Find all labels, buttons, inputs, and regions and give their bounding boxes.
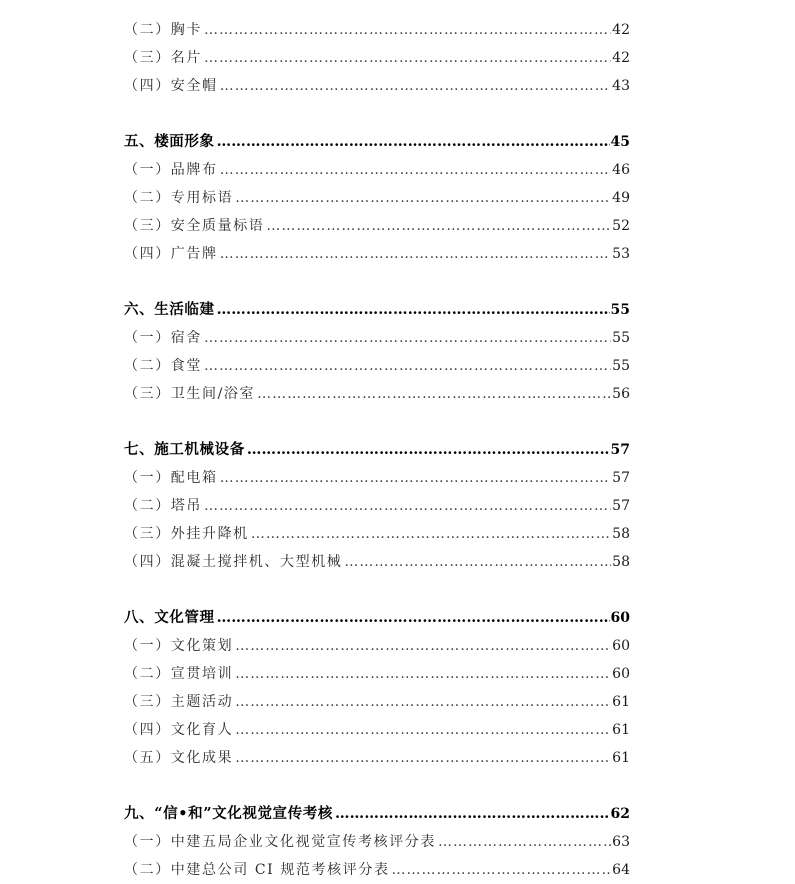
dot-leader xyxy=(235,184,611,212)
table-of-contents xyxy=(124,16,630,884)
toc-page-number: 58 xyxy=(612,526,630,542)
toc-entry-label: 五、楼面形象 xyxy=(124,133,215,150)
dot-leader xyxy=(344,548,611,576)
toc-entry-label: 六、生活临建 xyxy=(124,301,215,318)
toc-subentry[interactable] xyxy=(124,72,630,100)
toc-entry-label: （三）安全质量标语 xyxy=(124,218,265,234)
toc-page-number: 55 xyxy=(610,302,630,318)
dot-leader xyxy=(217,296,610,324)
dot-leader xyxy=(204,324,611,352)
toc-page-number: 42 xyxy=(612,50,630,66)
dot-leader xyxy=(247,436,610,464)
toc-subentry[interactable] xyxy=(124,464,630,492)
toc-subentry[interactable] xyxy=(124,632,630,660)
dot-leader xyxy=(251,520,611,548)
toc-entry-label: （三）名片 xyxy=(124,50,202,66)
toc-entry-label: （二）胸卡 xyxy=(124,22,202,38)
toc-subentry[interactable] xyxy=(124,212,630,240)
toc-subentry[interactable] xyxy=(124,44,630,72)
toc-entry-label: （四）文化育人 xyxy=(124,722,234,738)
toc-page-number: 49 xyxy=(612,190,630,206)
dot-leader xyxy=(204,44,611,72)
toc-page-number: 58 xyxy=(612,554,630,570)
toc-page-number: 57 xyxy=(612,470,630,486)
dot-leader xyxy=(220,156,612,184)
toc-subentry[interactable] xyxy=(124,156,630,184)
toc-entry-label: （四）安全帽 xyxy=(124,78,218,94)
toc-section-heading[interactable] xyxy=(124,604,630,632)
toc-subentry[interactable] xyxy=(124,520,630,548)
section-spacer xyxy=(124,268,630,296)
toc-page-number: 60 xyxy=(612,666,630,682)
toc-entry-label: （一）宿舍 xyxy=(124,330,202,346)
toc-page-number: 60 xyxy=(610,610,630,626)
toc-subentry[interactable] xyxy=(124,324,630,352)
dot-leader xyxy=(204,16,611,44)
dot-leader xyxy=(235,660,611,688)
dot-leader xyxy=(438,828,611,856)
toc-page-number: 60 xyxy=(612,638,630,654)
toc-subentry[interactable] xyxy=(124,688,630,716)
toc-entry-label: （一）品牌布 xyxy=(124,162,218,178)
toc-page-number: 61 xyxy=(612,694,630,710)
toc-section-heading[interactable] xyxy=(124,800,630,828)
dot-leader xyxy=(335,800,610,828)
toc-page-number: 55 xyxy=(612,330,630,346)
toc-page-number: 53 xyxy=(612,246,630,262)
toc-entry-label: （二）中建总公司 CI 规范考核评分表 xyxy=(124,862,390,878)
dot-leader xyxy=(235,744,611,772)
toc-subentry[interactable] xyxy=(124,16,630,44)
toc-section-heading[interactable] xyxy=(124,296,630,324)
dot-leader xyxy=(235,716,611,744)
dot-leader xyxy=(204,352,611,380)
toc-entry-label: （二）宣贯培训 xyxy=(124,666,234,682)
toc-entry-label: 七、施工机械设备 xyxy=(124,441,245,458)
toc-entry-label: （三）外挂升降机 xyxy=(124,526,249,542)
toc-section-heading[interactable] xyxy=(124,128,630,156)
toc-subentry[interactable] xyxy=(124,184,630,212)
toc-page-number: 45 xyxy=(610,134,630,150)
toc-entry-label: 九、“信•和”文化视觉宣传考核 xyxy=(124,805,333,822)
toc-entry-label: （一）配电箱 xyxy=(124,470,218,486)
toc-subentry[interactable] xyxy=(124,828,630,856)
dot-leader xyxy=(266,212,611,240)
toc-page-number: 56 xyxy=(612,386,630,402)
dot-leader xyxy=(217,128,610,156)
dot-leader xyxy=(220,464,612,492)
toc-page-number: 55 xyxy=(612,358,630,374)
section-spacer xyxy=(124,100,630,128)
toc-entry-label: （一）中建五局企业文化视觉宣传考核评分表 xyxy=(124,834,436,850)
toc-subentry[interactable] xyxy=(124,660,630,688)
toc-subentry[interactable] xyxy=(124,492,630,520)
toc-subentry[interactable] xyxy=(124,716,630,744)
toc-entry-label: （二）专用标语 xyxy=(124,190,234,206)
dot-leader xyxy=(257,380,611,408)
toc-page-number: 42 xyxy=(612,22,630,38)
toc-entry-label: （二）塔吊 xyxy=(124,498,202,514)
section-spacer xyxy=(124,408,630,436)
toc-subentry[interactable] xyxy=(124,744,630,772)
toc-entry-label: （二）食堂 xyxy=(124,358,202,374)
toc-subentry[interactable] xyxy=(124,380,630,408)
toc-subentry[interactable] xyxy=(124,548,630,576)
toc-section-heading[interactable] xyxy=(124,436,630,464)
section-spacer xyxy=(124,576,630,604)
toc-entry-label: （四）广告牌 xyxy=(124,246,218,262)
toc-page-number: 52 xyxy=(612,218,630,234)
toc-entry-label: （五）文化成果 xyxy=(124,750,234,766)
toc-entry-label: （三）卫生间/浴室 xyxy=(124,386,256,402)
toc-entry-label: （三）主题活动 xyxy=(124,694,234,710)
toc-page-number: 46 xyxy=(612,162,630,178)
toc-page-number: 57 xyxy=(612,498,630,514)
toc-page-number: 57 xyxy=(610,442,630,458)
dot-leader xyxy=(217,604,610,632)
dot-leader xyxy=(235,632,611,660)
toc-page-number: 63 xyxy=(612,834,630,850)
toc-subentry[interactable] xyxy=(124,240,630,268)
toc-page-number: 61 xyxy=(612,750,630,766)
toc-page-number: 43 xyxy=(612,78,630,94)
toc-page-number: 62 xyxy=(610,806,630,822)
toc-entry-label: （四）混凝土搅拌机、大型机械 xyxy=(124,554,343,570)
toc-page-number: 61 xyxy=(612,722,630,738)
toc-subentry[interactable] xyxy=(124,352,630,380)
toc-entry-label: （一）文化策划 xyxy=(124,638,234,654)
toc-entry-label: 八、文化管理 xyxy=(124,609,215,626)
dot-leader xyxy=(220,240,612,268)
section-spacer xyxy=(124,772,630,800)
dot-leader xyxy=(204,492,611,520)
dot-leader xyxy=(220,72,612,100)
dot-leader xyxy=(235,688,611,716)
toc-page-number: 64 xyxy=(612,862,630,878)
